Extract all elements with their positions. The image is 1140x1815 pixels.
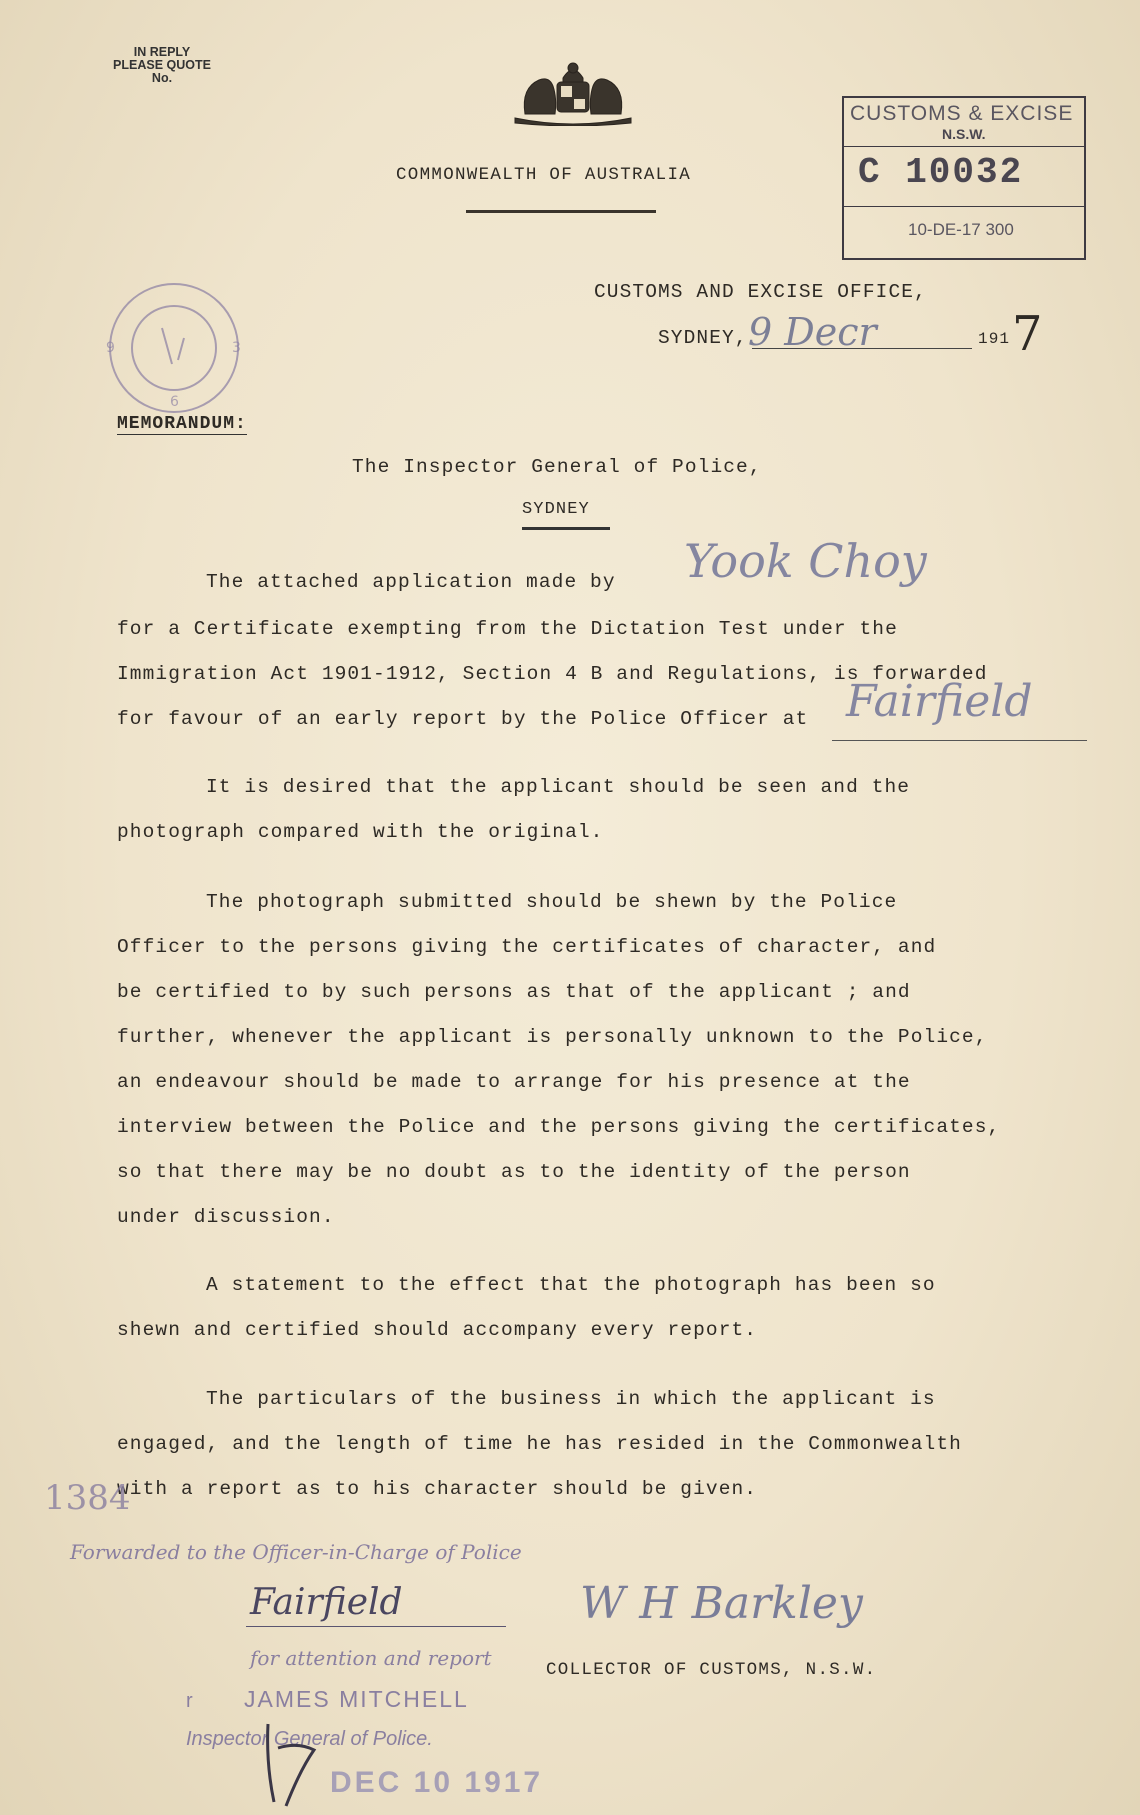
stamp-divider <box>844 146 1084 147</box>
registry-stamp <box>842 96 1086 260</box>
office-line: CUSTOMS AND EXCISE OFFICE, <box>594 281 927 303</box>
reply-line: No. <box>151 71 173 85</box>
place-underline <box>832 740 1087 741</box>
reply-reference <box>112 46 212 85</box>
body-text: shewn and certified should accompany every report. <box>117 1319 758 1341</box>
body-text: for a Certificate exempting from the Dictation Test under the <box>117 618 898 640</box>
body-text: interview between the Police and the persons giving the certificates, <box>117 1116 1001 1138</box>
stamp-initial: r <box>186 1690 193 1712</box>
stamp-title: CUSTOMS & EXCISE <box>850 102 1074 125</box>
body-text: Officer to the persons giving the certificates of character, and <box>117 936 937 958</box>
attention-stamp-text: for attention and report <box>250 1646 492 1670</box>
inspector-initials-signature <box>250 1718 320 1808</box>
body-text: The attached application made by <box>206 571 616 593</box>
stamp-divider <box>844 206 1084 207</box>
place-handwritten: Fairfield <box>846 676 1033 727</box>
heading-rule <box>466 210 656 213</box>
forwarded-stamp-text: Forwarded to the Officer-in-Charge of Police <box>70 1540 522 1564</box>
svg-text:6: 6 <box>170 394 179 410</box>
commonwealth-heading: COMMONWEALTH OF AUSTRALIA <box>396 165 692 185</box>
body-text: engaged, and the length of time he has resided in the Commonwealth <box>117 1433 962 1455</box>
reference-handwritten: 1384 <box>44 1478 131 1518</box>
year-handwritten: 7 <box>1012 306 1043 362</box>
body-text: be certified to by such persons as that of the applicant ; and <box>117 981 911 1003</box>
body-text: photograph compared with the original. <box>117 821 604 843</box>
collector-title: COLLECTOR OF CUSTOMS, N.S.W. <box>546 1660 877 1680</box>
police-place-underline <box>246 1626 506 1627</box>
body-text: Immigration Act 1901-1912, Section 4 B and Regulations, is forwarded <box>117 663 988 685</box>
department-seal-stamp <box>92 268 292 418</box>
body-text: The particulars of the business in which the applicant is <box>206 1388 936 1410</box>
date-underline <box>752 348 972 349</box>
inspector-name-stamp: JAMES MITCHELL <box>244 1686 469 1712</box>
svg-text:9: 9 <box>106 340 115 356</box>
police-place-handwritten: Fairfield <box>250 1582 403 1623</box>
date-received-stamp: DEC 10 1917 <box>330 1766 544 1799</box>
body-text: an endeavour should be made to arrange for his presence at the <box>117 1071 911 1093</box>
stamp-state: N.S.W. <box>942 126 986 142</box>
city-underline <box>522 527 610 530</box>
body-text: for favour of an early report by the Police Officer at <box>117 708 809 730</box>
body-text: A statement to the effect that the photograph has been so <box>206 1274 936 1296</box>
memorandum-label: MEMORANDUM: <box>117 414 247 434</box>
inspector-title-stamp: Inspector General of Police. <box>186 1728 433 1750</box>
handwritten-date: 9 Decr <box>748 310 877 354</box>
year-prefix: 191 <box>978 330 1011 348</box>
body-text: It is desired that the applicant should be seen and the <box>206 776 911 798</box>
addressee-line: The Inspector General of Police, <box>352 456 762 478</box>
stamp-number: C 10032 <box>858 152 1024 193</box>
applicant-name-handwritten: Yook Choy <box>684 534 927 588</box>
stamp-date: 10-DE-17 300 <box>908 220 1014 239</box>
reply-line: IN REPLY <box>133 45 191 59</box>
coat-of-arms-icon <box>505 56 641 126</box>
collector-signature: W H Barkley <box>580 1578 863 1629</box>
office-city: SYDNEY, <box>658 327 748 349</box>
body-text: further, whenever the applicant is personally unknown to the Police, <box>117 1026 988 1048</box>
reply-line: PLEASE QUOTE <box>113 58 211 72</box>
body-text: The photograph submitted should be shewn by the Police <box>206 891 898 913</box>
addressee-city: SYDNEY <box>522 500 590 519</box>
body-text: so that there may be no doubt as to the identity of the person <box>117 1161 911 1183</box>
body-text: under discussion. <box>117 1206 335 1228</box>
svg-text:3: 3 <box>232 340 241 356</box>
body-text: with a report as to his character should be given. <box>117 1478 758 1500</box>
